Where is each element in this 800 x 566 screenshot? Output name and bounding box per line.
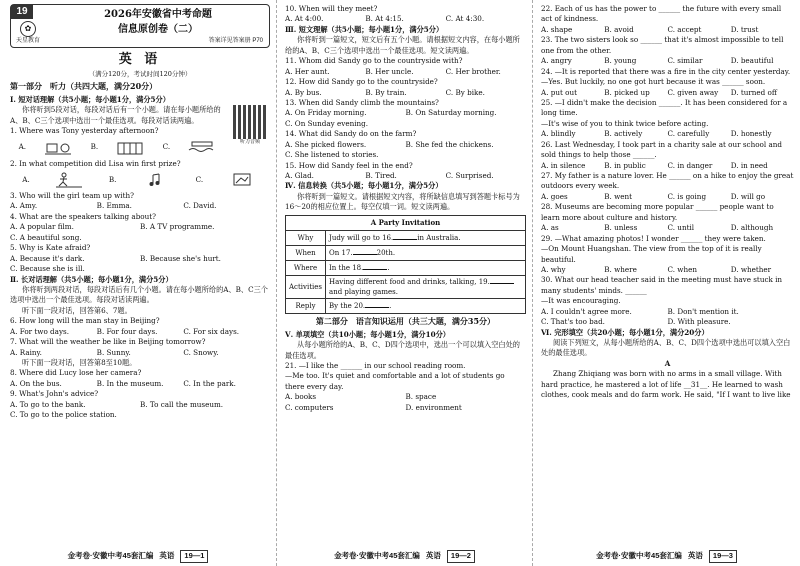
invitation-table xyxy=(285,215,526,314)
row-text-end: . xyxy=(389,301,392,310)
section2-instructions: 你将听到两段对话，每段对话后有几个小题。请在每小题所给的A、B、C三个选项中选出一个最佳选项。每段对话读两遍。 xyxy=(10,284,268,305)
option-c: C. In the park. xyxy=(183,378,236,388)
question-9-option-c: C. To go to the police station. xyxy=(10,410,117,420)
row-text: Judy will go to 16. xyxy=(329,233,394,242)
question-27-options xyxy=(541,192,794,202)
option-c: C. computers xyxy=(285,402,334,412)
option-a: A. in silence xyxy=(541,160,586,170)
question-7-options xyxy=(10,348,270,358)
section1-instructions: 你将听到5段对话，每段对话后有一个小题。请在每小题所给的A、B、C三个选项中选出一个最佳选项。每段对话读两遍。 xyxy=(10,105,221,125)
table-row xyxy=(286,230,526,245)
publisher-logo xyxy=(13,21,43,46)
question-2: 2. In what competition did Lisa win first prize? xyxy=(10,158,181,168)
option-b: B. She fed the chickens. xyxy=(405,139,494,149)
subject-title: 英 语 xyxy=(118,52,162,67)
question-12-options xyxy=(285,88,526,98)
row-text-end: . xyxy=(387,263,390,272)
footer-brand: 金考卷·安徽中考45套汇编 xyxy=(596,551,682,561)
option-c-label: C. xyxy=(195,174,204,184)
option-d: D. in need xyxy=(730,160,768,170)
option-b-label: B. xyxy=(108,174,117,184)
question-9: 9. What's John's advice? xyxy=(10,389,99,399)
option-a: A. By bus. xyxy=(285,87,322,97)
option-a: A. books xyxy=(285,392,317,402)
qr-code-icon[interactable] xyxy=(233,105,267,139)
option-a: A. A popular film. xyxy=(10,222,74,232)
question-30-options-2 xyxy=(541,317,794,327)
footer-brand: 金考卷·安徽中考45套汇编 xyxy=(334,551,420,561)
question-24: 24. —It is reported that there was a fire in the city center yesterday. xyxy=(541,66,791,76)
question-10: 10. When will they meet? xyxy=(285,4,378,13)
question-11: 11. Whom did Sandy go to the countryside with? xyxy=(285,56,463,66)
option-d: D. environment xyxy=(405,402,462,412)
option-b: B. On Saturday morning. xyxy=(405,108,497,118)
option-c: C. carefully xyxy=(667,129,710,139)
option-c: C. when xyxy=(667,264,697,274)
blank-16[interactable] xyxy=(393,239,417,240)
option-c: C. similar xyxy=(667,56,703,66)
page-left xyxy=(0,0,276,566)
blank-20[interactable] xyxy=(365,307,389,308)
section2-subinstruction-2: 听下面一段对话，回答第8至10题。 xyxy=(22,358,137,368)
paper-number-badge: 19 xyxy=(11,5,33,19)
table-row xyxy=(286,260,526,275)
option-a: A. She picked flowers. xyxy=(285,139,367,149)
row-value xyxy=(326,245,526,260)
qr-code[interactable] xyxy=(230,105,270,145)
option-b: B. Because she's hurt. xyxy=(140,253,221,263)
option-b: B. For four days. xyxy=(96,326,158,336)
question-13: 13. When did Sandy climb the mountains? xyxy=(285,97,439,107)
question-21-options xyxy=(285,392,526,402)
music-picture-icon xyxy=(141,172,171,188)
option-b: B. in public xyxy=(604,160,646,170)
option-a: A. To go to the bank. xyxy=(10,399,86,409)
option-a: A. Because it's dark. xyxy=(10,253,85,263)
section6-instructions: 阅读下列短文，从每小题所给的A、B、C、D四个选项中选出可以填入空白处的最佳选项。 xyxy=(541,338,791,358)
option-b: B. picked up xyxy=(604,87,650,97)
option-b: B. At 4:15. xyxy=(365,14,404,24)
option-c: C. is going xyxy=(667,191,707,201)
option-c: C. Her brother. xyxy=(445,66,501,76)
passage-label: A xyxy=(664,358,671,368)
option-c: C. That's too bad. xyxy=(541,317,605,327)
drawing-picture-icon xyxy=(228,172,258,188)
footer-brand: 金考卷·安徽中考45套汇编 xyxy=(67,551,154,561)
option-b: B. Don't mention it. xyxy=(667,306,739,316)
option-d: D. will go xyxy=(730,191,766,201)
section5-instructions: 从每小题所给的A、B、C、D四个选项中，选出一个可以填入空白处的最佳选项。 xyxy=(285,340,520,360)
option-b: B. actively xyxy=(604,129,643,139)
question-23-options xyxy=(541,56,794,66)
page-footer xyxy=(533,550,800,563)
question-5: 5. Why is Kate afraid? xyxy=(10,243,91,253)
option-a: A. At 4:00. xyxy=(285,14,324,24)
part2-title: 第二部分 语言知识运用（共三大题，满分35分） xyxy=(315,316,496,327)
option-a-label: A. xyxy=(18,142,27,152)
section1-title: Ⅰ. 短对话理解（共5小题；每小题1分，满分5分） xyxy=(10,94,170,104)
option-c: C. Snowy. xyxy=(183,347,219,357)
option-c: C. until xyxy=(667,223,695,233)
passage-text: Zhang Zhiqiang was born with no arms in a small village. With hard practice, he mastered a lot of life __31__. He learned to wash clothes, cook meals and do farm work. He said, "If I want to live like xyxy=(541,369,791,400)
option-a: A. blindly xyxy=(541,129,576,139)
question-8-options xyxy=(10,379,270,389)
row-value xyxy=(326,260,526,275)
question-14-options xyxy=(285,140,526,150)
blank-19[interactable] xyxy=(490,283,514,284)
option-c: C. accept xyxy=(667,24,702,34)
question-29: 29. —What amazing photos! I wonder ______ they were taken. xyxy=(541,233,766,243)
park-picture-icon xyxy=(43,140,73,156)
option-b: B. By train. xyxy=(365,87,407,97)
question-2-pictures xyxy=(10,170,270,190)
library-picture-icon xyxy=(115,140,145,156)
option-a: A. Rainy. xyxy=(10,347,42,357)
option-b: B. Sunny. xyxy=(96,347,131,357)
option-b: B. unless xyxy=(604,223,638,233)
page-footer xyxy=(277,550,532,563)
question-26: 26. Last Wednesday, I took part in a charity sale at our school and sold things to help those ______. xyxy=(541,139,782,160)
question-15: 15. How did Sandy feel in the end? xyxy=(285,160,413,170)
qr-caption: 听力音频 xyxy=(239,139,260,146)
question-15-options xyxy=(285,171,526,181)
question-25-options xyxy=(541,129,794,139)
question-21-reply: —Me too. It's quiet and comfortable and a lot of students go there every day. xyxy=(285,371,505,391)
option-b: B. Her uncle. xyxy=(365,66,414,76)
option-a: A. I couldn't agree more. xyxy=(541,306,632,316)
part1-title: 第一部分 听力（共四大题，满分20分） xyxy=(10,81,158,92)
star-icon: ✿ xyxy=(20,21,36,37)
option-b: B. Tired. xyxy=(365,171,397,180)
option-c: C. For six days. xyxy=(183,326,240,336)
question-3: 3. Who will the girl team up with? xyxy=(10,191,134,201)
question-25: 25. —I didn't make the decision ______. It has been considered for a long time. xyxy=(541,97,788,118)
option-b: B. To call the museum. xyxy=(140,399,224,409)
option-c: C. David. xyxy=(183,201,217,211)
footer-subject: 英语 xyxy=(159,551,175,561)
option-a: A. On Friday morning. xyxy=(285,108,367,118)
question-13-option-c: C. On Sunday evening. xyxy=(285,118,369,128)
option-d: D. trust xyxy=(730,24,759,34)
question-24-options xyxy=(541,88,794,98)
question-29-options xyxy=(541,265,794,275)
question-13-options xyxy=(285,108,526,118)
paper-title xyxy=(51,7,265,37)
option-c: C. At 4:30. xyxy=(445,14,485,24)
option-b: B. went xyxy=(604,191,633,201)
question-21-options-2 xyxy=(285,403,526,413)
page-number: 19—3 xyxy=(709,550,737,563)
publisher-label: 天星教育 xyxy=(15,37,40,44)
question-28: 28. Museums are becoming more popular ______ people want to learn more about culture and history. xyxy=(541,202,774,222)
pool-picture-icon xyxy=(187,140,217,156)
option-d: D. whether xyxy=(730,264,772,274)
question-4: 4. What are the speakers talking about? xyxy=(10,211,157,221)
row-value xyxy=(326,299,526,314)
footer-subject: 英语 xyxy=(425,551,441,561)
page-right xyxy=(532,0,800,566)
row-value xyxy=(326,230,526,245)
invitation-title: A Party Invitation xyxy=(286,215,526,230)
section5-title: Ⅴ. 单项填空（共10小题；每小题1分，满分10分） xyxy=(285,329,450,339)
row-text-end: 20th. xyxy=(376,248,396,257)
row-text: In the 18. xyxy=(329,263,364,272)
question-14-option-c: C. She listened to stories. xyxy=(285,150,379,160)
section4-title: Ⅳ. 信息转换（共5小题；每小题1分，满分5分） xyxy=(285,181,443,191)
question-23: 23. The two sisters look so ______ that it's almost impossible to tell one from the other. xyxy=(541,35,784,55)
blank-17[interactable] xyxy=(353,254,377,255)
page-number: 19—2 xyxy=(447,550,475,563)
question-25-reply: —It's wise of you to think twice before acting. xyxy=(541,118,709,128)
option-a: A. why xyxy=(541,264,566,274)
question-11-options xyxy=(285,67,526,77)
question-1: 1. Where was Tony yesterday afternoon? xyxy=(10,126,159,136)
answer-reference: 答案详见答案册 P70 xyxy=(208,38,263,45)
option-c: C. By bike. xyxy=(445,87,485,97)
row-key: When xyxy=(286,245,326,260)
question-8: 8. Where did Lucy lose her camera? xyxy=(10,368,142,378)
question-30: 30. What our head teacher said in the meeting must have stuck in many students' minds. ______ xyxy=(541,275,783,295)
question-22-options xyxy=(541,25,794,35)
row-text: Having different food and drinks, talking, 19. xyxy=(329,277,490,286)
option-a: A. put out xyxy=(541,87,578,97)
question-9-options xyxy=(10,400,270,410)
option-b: B. where xyxy=(604,264,637,274)
question-1-pictures xyxy=(10,138,226,158)
paper-title-line2: 信息原创卷（二） xyxy=(118,24,198,35)
question-10-options xyxy=(285,14,526,24)
footer-subject: 英语 xyxy=(687,551,703,561)
page-middle xyxy=(276,0,532,566)
option-b-label: B. xyxy=(90,142,99,152)
section3-instructions: 你将听到一篇短文，短文后有五个小题。请根据短文内容，在每小题所给的A、B、C三个选项中选出一个最佳选项。短文读两遍。 xyxy=(285,35,520,55)
row-text: On 17. xyxy=(329,248,353,257)
question-6-options xyxy=(10,327,270,337)
option-b: B. Emma. xyxy=(96,201,132,211)
table-row xyxy=(286,245,526,260)
question-6: 6. How long will the man stay in Beijing? xyxy=(10,316,160,326)
question-4-option-c: C. A beautiful song. xyxy=(10,232,82,242)
question-14: 14. What did Sandy do on the farm? xyxy=(285,129,417,139)
blank-18[interactable] xyxy=(363,269,387,270)
option-d: D. honestly xyxy=(730,129,772,139)
option-c-label: C. xyxy=(162,142,171,152)
question-28-options xyxy=(541,223,794,233)
section3-title: Ⅲ. 短文理解（共5小题；每小题1分，满分5分） xyxy=(285,24,444,34)
option-a: A. Amy. xyxy=(10,201,38,211)
question-12: 12. How did Sandy go to the countryside? xyxy=(285,77,438,87)
question-29-reply: —On Mount Huangshan. The view from the top of it is really beautiful. xyxy=(541,244,762,264)
question-4-options xyxy=(10,222,270,232)
table-row xyxy=(286,299,526,314)
question-5-options xyxy=(10,254,270,264)
row-key: Where xyxy=(286,260,326,275)
row-key: Reply xyxy=(286,299,326,314)
option-a: A. as xyxy=(541,223,559,233)
table-row xyxy=(286,275,526,298)
question-30-options xyxy=(541,307,794,317)
page-number: 19—1 xyxy=(180,550,208,563)
option-b: B. In the museum. xyxy=(96,378,164,388)
question-22: 22. Each of us has the power to ______ the future with every small act of kindness. xyxy=(541,4,782,24)
row-key: Activities xyxy=(286,275,326,298)
option-b: B. space xyxy=(405,392,437,402)
row-value xyxy=(326,275,526,298)
option-a: A. On the bus. xyxy=(10,378,62,388)
section6-title: Ⅵ. 完形填空（共20小题；每小题1分，满分20分） xyxy=(541,327,709,337)
option-d: D. turned off xyxy=(730,87,777,97)
option-d: D. beautiful xyxy=(730,56,774,66)
option-d: D. although xyxy=(730,223,774,233)
option-c: C. given away xyxy=(667,87,719,97)
question-26-options xyxy=(541,161,794,171)
option-d: D. With pleasure. xyxy=(667,317,731,327)
question-30-reply: —It was encouraging. xyxy=(541,296,621,306)
row-text: By the 20. xyxy=(329,301,366,310)
row-text-end: and playing games. xyxy=(329,287,398,296)
question-7: 7. What will the weather be like in Beijing tomorrow? xyxy=(10,337,206,347)
page-footer xyxy=(0,550,276,563)
option-a-label: A. xyxy=(22,174,30,184)
running-picture-icon xyxy=(54,172,84,188)
option-a: A. Glad. xyxy=(285,171,314,180)
row-text-end: in Australia. xyxy=(417,233,461,242)
question-3-options xyxy=(10,201,270,211)
question-5-option-c: C. Because she is ill. xyxy=(10,264,85,274)
paper-header xyxy=(10,4,270,48)
option-b: B. A TV programme. xyxy=(140,222,215,232)
option-a: A. shape xyxy=(541,24,573,34)
section2-subinstruction: 听下面一段对话，回答第6、7题。 xyxy=(22,305,132,315)
option-b: B. young xyxy=(604,56,637,66)
option-a: A. goes xyxy=(541,191,568,201)
section4-instructions: 你将听到一篇短文。请根据短文内容，将所缺信息填写到答题卡标号为16～20的相应位置上。每空仅填一词。短文读两遍。 xyxy=(285,191,520,212)
option-a: A. angry xyxy=(541,56,572,66)
question-27: 27. My father is a nature lover. He ______ on a hike to enjoy the great outdoors every week. xyxy=(541,171,794,191)
row-key: Why xyxy=(286,230,326,245)
option-c: C. Surprised. xyxy=(445,171,494,180)
question-21: 21. —I like the ______ in our school reading room. xyxy=(285,360,466,370)
question-24-reply: —Yes. But luckily, no one got hurt because it was ______ soon. xyxy=(541,77,766,87)
paper-title-line1: 2026年安徽省中考命题 xyxy=(104,9,212,20)
option-a: A. For two days. xyxy=(10,326,69,336)
option-c: C. in danger xyxy=(667,160,713,170)
exam-meta: （满分120分，考试时间120分钟） xyxy=(88,69,192,78)
option-a: A. Her aunt. xyxy=(285,66,330,76)
section2-title: Ⅱ. 长对话理解（共5小题；每小题1分，满分5分） xyxy=(10,274,173,284)
option-b: B. avoid xyxy=(604,24,634,34)
